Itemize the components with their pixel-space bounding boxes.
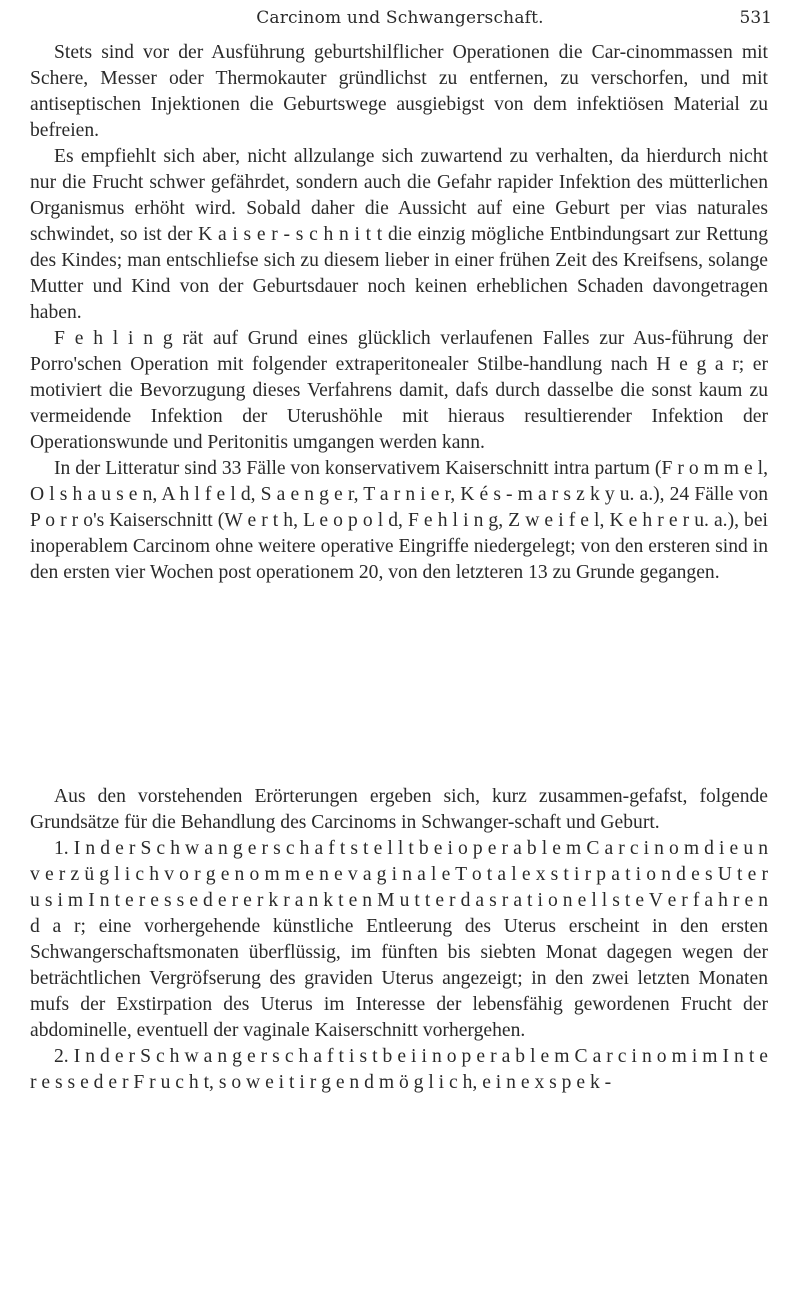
running-title: Carcinom und Schwangerschaft. xyxy=(256,8,544,28)
body-text-lower xyxy=(30,784,768,1096)
page-number: 531 xyxy=(739,8,772,28)
paragraph-surgical-preparation: Stets sind vor der Ausführung geburtshilflicher Operationen die Car-cinommassen mit Schere, Messer oder Thermokauter gründlichst zu entfernen, zu verschorfen, und mit antiseptischen Injektionen die Geburtswege ausgiebigst von dem infektiösen Material zu befreien. xyxy=(30,42,768,141)
paragraph-summary-intro: Aus den vorstehenden Erörterungen ergeben sich, kurz zusammen-gefafst, folgende Grundsätze für die Behandlung des Carcinoms in Schwanger-schaft und Geburt. xyxy=(30,786,768,833)
paragraph-principle-1: 1. I n d e r S c h w a n g e r s c h a f t s t e l l t b e i o p e r a b l e m C a r c i n o m d i e u n v e r z ü g l i c h v o r g e n o m m e n e v a g i n a l e T o t a l e x s t i r p a t i o n d e s U t e r u s i m I n t e r e s s e d e r e r k r a n k t e n M u t t e r d a s r a t i o n e l l s t e V e r f a h r e n d a r; eine vorhergehende künstliche Entleerung des Uterus erscheint in den ersten Schwangerschaftsmonaten überflüssig, im fünften bis siebten Monat dagegen wegen der beträchtlichen Vergröfserung des graviden Uterus angezeigt; in den zwei letzten Monaten mufs der Exstirpation des Uterus im Interesse der lebensfähig gewordenen Frucht der abdominelle, eventuell der vaginale Kaiserschnitt vorhergehen. xyxy=(30,838,768,1041)
running-head xyxy=(0,6,800,30)
paragraph-caesarean-recommendation: Es empfiehlt sich aber, nicht allzulange sich zuwartend zu verhalten, da hierdurch nicht nur die Frucht schwer gefährdet, sondern auch die Gefahr rapider Infektion des mütterlichen Organismus erhöht wird. Sobald daher die Aussicht auf eine Geburt per vias naturales schwindet, so ist der K a i s e r - s c h n i t t die einzig mögliche Entbindungsart zur Rettung des Kindes; man entschliefse sich zu diesem lieber in einer frühen Zeit des Kreifsens, solange Mutter und Kind von der Geburtsdauer noch keinen erheblichen Schaden davongetragen haben. xyxy=(30,146,768,323)
paragraph-principle-2: 2. I n d e r S c h w a n g e r s c h a f t i s t b e i i n o p e r a b l e m C a r c i n o m i m I n t e r e s s e d e r F r u c h t, s o w e i t i r g e n d m ö g l i c h, e i n e x s p e k - xyxy=(30,1046,768,1093)
paragraph-literature-cases: In der Litteratur sind 33 Fälle von konservativem Kaiserschnitt intra partum (F r o m m e l, O l s h a u s e n, A h l f e l d, S a e n g e r, T a r n i e r, K é s - m a r s z k y u. a.), 24 Fälle von P o r r o's Kaiserschnitt (W e r t h, L e o p o l d, F e h l i n g, Z w e i f e l, K e h r e r u. a.), bei inoperablem Carcinom ohne weitere operative Eingriffe niedergelegt; von den ersteren sind in den ersten vier Wochen post operationem 20, von den letzteren 13 zu Grunde gegangen. xyxy=(30,458,768,583)
body-text-upper xyxy=(30,40,768,586)
paragraph-porro-operation: F e h l i n g rät auf Grund eines glücklich verlaufenen Falles zur Aus-führung der Porro'schen Operation mit folgender extraperitonealer Stilbe-handlung nach H e g a r; er motiviert die Bevorzugung dieses Verfahrens damit, dafs durch dasselbe die sonst kaum zu vermeidende Infektion der Uterushöhle mit hieraus resultierender Infektion der Operationswunde und Peritonitis umgangen werden kann. xyxy=(30,328,768,453)
